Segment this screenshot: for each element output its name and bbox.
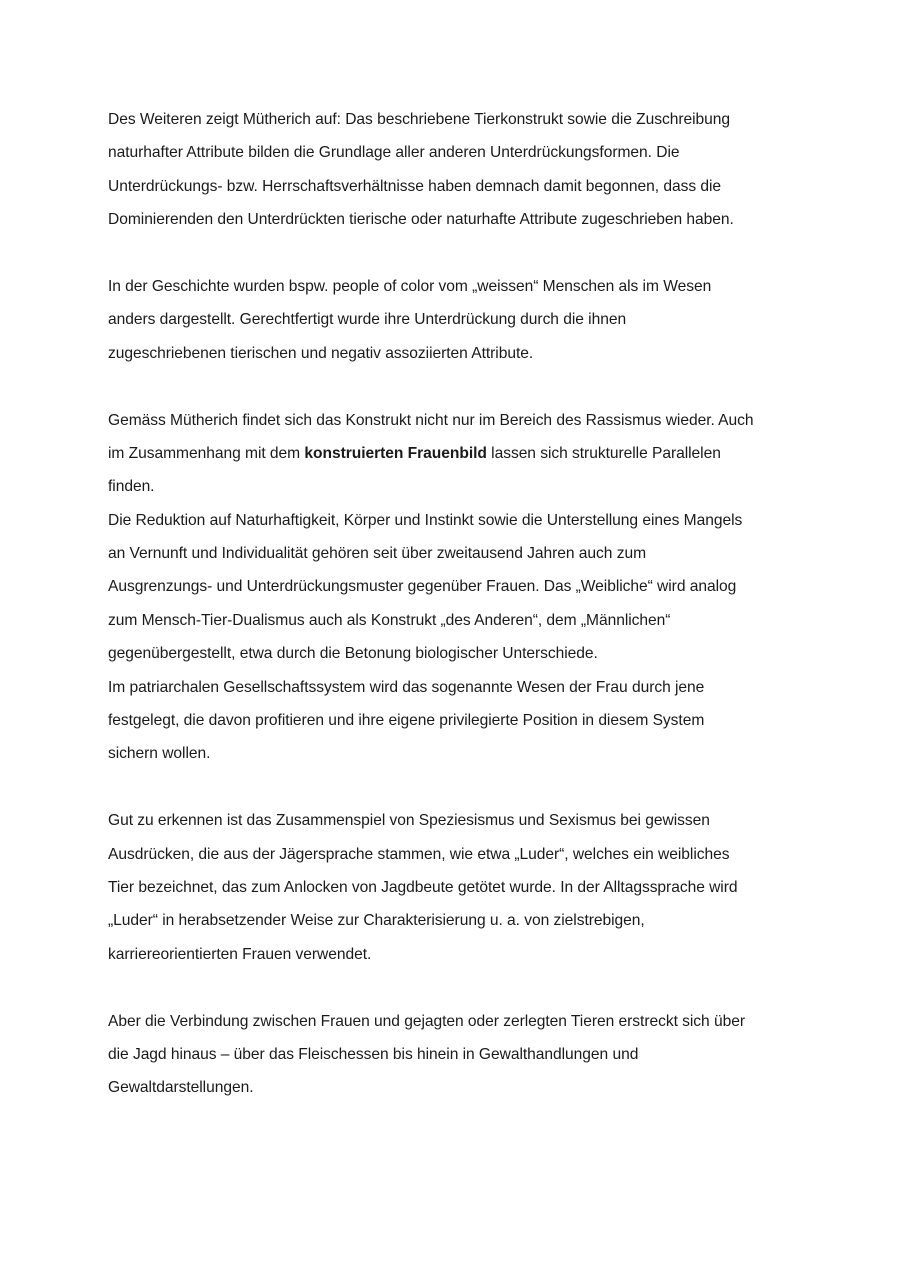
text-line: Aber die Verbindung zwischen Frauen und gejagten oder zerlegten Tieren erstreckt sich über bbox=[108, 1012, 745, 1030]
text-line: karriereorientierten Frauen verwendet. bbox=[108, 945, 372, 963]
text-line: festgelegt, die davon profitieren und ihre eigene privilegierte Position in diesem System bbox=[108, 712, 705, 730]
text-run: im Zusammenhang mit dem bbox=[108, 444, 305, 462]
paragraph-spacer bbox=[108, 971, 848, 1004]
text-line: Unterdrückungs- bzw. Herrschaftsverhältnisse haben demnach damit begonnen, dass die bbox=[108, 177, 722, 195]
document-body bbox=[108, 103, 848, 1105]
emphasized-term: konstruierten Frauenbild bbox=[304, 444, 487, 462]
text-line: Tier bezeichnet, das zum Anlocken von Jagdbeute getötet wurde. In der Alltagssprache wird bbox=[108, 878, 738, 896]
text-line: Gemäss Mütherich findet sich das Konstrukt nicht nur im Bereich des Rassismus wieder. Auch bbox=[108, 411, 754, 429]
text-line: Gut zu erkennen ist das Zusammenspiel von Speziesismus und Sexismus bei gewissen bbox=[108, 812, 710, 830]
text-line: an Vernunft und Individualität gehören seit über zweitausend Jahren auch zum bbox=[108, 545, 647, 563]
paragraph-2 bbox=[108, 270, 848, 370]
text-line: finden. bbox=[108, 478, 155, 496]
paragraph-3 bbox=[108, 404, 848, 771]
text-line: „Luder“ in herabsetzender Weise zur Charakterisierung u. a. von zielstrebigen, bbox=[108, 912, 645, 930]
text-line: Des Weiteren zeigt Mütherich auf: Das beschriebene Tierkonstrukt sowie die Zuschreibung bbox=[108, 111, 731, 128]
text-line: anders dargestellt. Gerechtfertigt wurde ihre Unterdrückung durch die ihnen bbox=[108, 311, 627, 329]
text-line: Im patriarchalen Gesellschaftssystem wird das sogenannte Wesen der Frau durch jene bbox=[108, 678, 705, 696]
text-line: zum Mensch-Tier-Dualismus auch als Konstrukt „des Anderen“, dem „Männlichen“ bbox=[108, 611, 671, 629]
text-line: sichern wollen. bbox=[108, 745, 211, 763]
paragraph-5 bbox=[108, 1005, 848, 1105]
text-line: naturhafter Attribute bilden die Grundlage aller anderen Unterdrückungsformen. Die bbox=[108, 144, 680, 162]
text-line: Die Reduktion auf Naturhaftigkeit, Körper und Instinkt sowie die Unterstellung eines Mangels bbox=[108, 511, 743, 529]
paragraph-1 bbox=[108, 103, 848, 237]
text-line: Ausdrücken, die aus der Jägersprache stammen, wie etwa „Luder“, welches ein weibliches bbox=[108, 845, 730, 863]
paragraph-spacer bbox=[108, 237, 848, 270]
text-line: gegenübergestellt, etwa durch die Betonung biologischer Unterschiede. bbox=[108, 645, 598, 663]
text-line-with-emphasis bbox=[108, 437, 848, 470]
text-line: zugeschriebenen tierischen und negativ assoziierten Attribute. bbox=[108, 344, 534, 362]
text-line: die Jagd hinaus – über das Fleischessen bis hinein in Gewalthandlungen und bbox=[108, 1045, 639, 1063]
text-line: Dominierenden den Unterdrückten tierische oder naturhafte Attribute zugeschrieben haben. bbox=[108, 211, 734, 229]
text-line: Gewaltdarstellungen. bbox=[108, 1079, 254, 1097]
text-line: Ausgrenzungs- und Unterdrückungsmuster gegenüber Frauen. Das „Weibliche“ wird analog bbox=[108, 578, 737, 596]
paragraph-spacer bbox=[108, 771, 848, 804]
paragraph-4 bbox=[108, 804, 848, 971]
text-line: In der Geschichte wurden bspw. people of color vom „weissen“ Menschen als im Wesen bbox=[108, 277, 712, 295]
paragraph-spacer bbox=[108, 370, 848, 403]
text-run: lassen sich strukturelle Parallelen bbox=[486, 444, 721, 462]
